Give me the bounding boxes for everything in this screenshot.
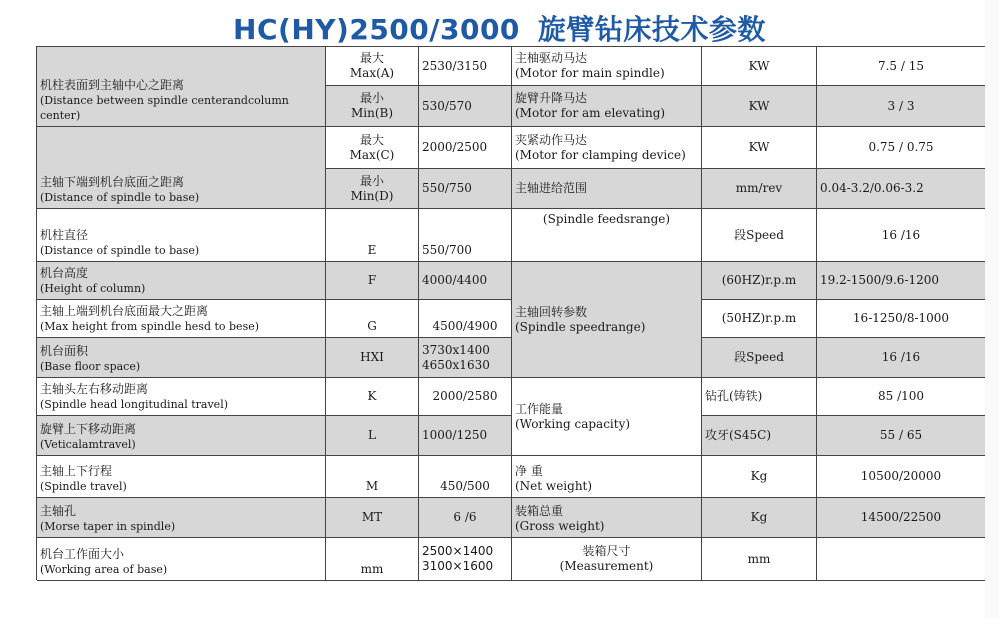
value-b: 530/570	[419, 86, 512, 127]
motor-main-spindle	[512, 47, 702, 86]
label-morse-taper	[37, 498, 326, 538]
value-l: 1000/1250	[419, 416, 512, 456]
spec-value: 3 / 3	[817, 86, 986, 127]
label-en: (Distance of spindle to base)	[40, 244, 200, 257]
label-en: (Height of column)	[40, 282, 146, 295]
value-hxi	[419, 338, 512, 378]
code-l: L	[326, 416, 419, 456]
label-cn: 主轴头左右移动距离	[40, 382, 149, 396]
spec-value: 14500/22500	[817, 498, 986, 538]
unit-kg: Kg	[702, 498, 817, 538]
code-cn: 最大	[359, 51, 384, 65]
spec-value: 0.04-3.2/0.06-3.2	[817, 169, 986, 209]
right-edge-strip	[985, 0, 999, 618]
title-name: 旋臂钻床技术参数	[537, 13, 766, 46]
spec-value: 0.75 / 0.75	[817, 127, 986, 169]
label-spindle-travel	[37, 456, 326, 498]
speed-cn: 主轴回转参数	[515, 304, 588, 319]
code-en: Max(A)	[349, 66, 395, 80]
measurement-en: (Measurement)	[559, 559, 654, 573]
capacity-cn: 工作能量	[515, 401, 564, 416]
spec-value: 16 /16	[817, 209, 986, 262]
unit-mm: mm	[702, 538, 817, 581]
code-cn: 最小	[359, 91, 384, 105]
model-title: HC(HY)2500/3000	[233, 13, 520, 46]
label-cn: 机柱表面到主轴中心之距离	[40, 78, 185, 92]
weight-en: (Net weight)	[515, 479, 593, 493]
label-en: (Distance between spindle centerandcolumn center)	[40, 94, 289, 122]
code-en: Max(C)	[349, 147, 395, 162]
label-en: (Max height from spindle hesd to bese)	[40, 320, 260, 333]
label-cn: 主轴下端到机台底面之距离	[40, 175, 185, 189]
capacity-en: (Working capacity)	[515, 416, 631, 431]
code-a	[326, 47, 419, 86]
label-column-distance	[37, 47, 326, 127]
motor-cn: 主柚驱动马达	[515, 51, 588, 65]
code-en: Min(B)	[350, 106, 394, 120]
code-d	[326, 169, 419, 209]
unit-speed: 段Speed	[702, 338, 817, 378]
label-cn: 机台面积	[40, 344, 89, 358]
label-column-height	[37, 262, 326, 300]
label-en: (Base floor space)	[40, 360, 141, 373]
code-e: E	[326, 209, 419, 262]
unit-drilling: 钻孔(铸铁)	[702, 378, 817, 416]
net-weight	[512, 456, 702, 498]
motor-cn: 旋臂升降马达	[515, 91, 588, 105]
value-line: 2500×1400	[422, 544, 494, 558]
unit-50hz: (50HZ)r.p.m	[702, 300, 817, 338]
page-title	[0, 8, 999, 48]
unit-mm-rev: mm/rev	[702, 169, 817, 209]
value-d: 550/750	[419, 169, 512, 209]
code-mm: mm	[326, 538, 419, 581]
motor-en: (Motor for clamping device)	[515, 147, 686, 162]
feed-range-en: (Spindle feedsrange)	[512, 209, 702, 262]
label-en: (Working area of base)	[40, 563, 168, 576]
value-k: 2000/2580	[419, 378, 512, 416]
motor-en: (Motor for main spindle)	[515, 66, 665, 80]
spec-value: 16 /16	[817, 338, 986, 378]
motor-clamping	[512, 127, 702, 169]
code-hxi: HXI	[326, 338, 419, 378]
unit-speed: 段Speed	[702, 209, 817, 262]
label-base-floor	[37, 338, 326, 378]
code-c	[326, 127, 419, 169]
motor-en: (Motor for am elevating)	[515, 106, 666, 120]
code-f: F	[326, 262, 419, 300]
value-m: 450/500	[419, 456, 512, 498]
code-cn: 最小	[359, 173, 384, 188]
label-cn: 机柱直径	[40, 228, 89, 242]
spec-value: 55 / 65	[817, 416, 986, 456]
label-cn: 机台工作面大小	[40, 547, 125, 561]
label-cn: 旋臂上下移动距离	[40, 422, 137, 436]
label-arm-travel	[37, 416, 326, 456]
code-cn: 最大	[359, 132, 384, 147]
value-f: 4000/4400	[419, 262, 512, 300]
value-a: 2530/3150	[419, 47, 512, 86]
label-en: (Spindle head longitudinal travel)	[40, 398, 229, 411]
motor-arm-elevating	[512, 86, 702, 127]
code-b	[326, 86, 419, 127]
unit-60hz: (60HZ)r.p.m	[702, 262, 817, 300]
label-working-area	[37, 538, 326, 581]
unit-kw: KW	[702, 86, 817, 127]
label-cn: 机台高度	[40, 266, 89, 280]
weight-en: (Gross weight)	[515, 519, 605, 533]
label-cn: 主轴孔	[40, 504, 77, 518]
label-en: (Veticalamtravel)	[40, 438, 136, 451]
value-g: 4500/4900	[419, 300, 512, 338]
code-m: M	[326, 456, 419, 498]
value-line: 4650x1630	[422, 357, 490, 372]
weight-cn: 装箱总重	[515, 504, 564, 518]
code-en: Min(D)	[350, 188, 394, 203]
spindle-speed-range	[512, 262, 702, 378]
label-en: (Distance of spindle to base)	[40, 191, 200, 204]
value-c: 2000/2500	[419, 127, 512, 169]
label-en: (Morse taper in spindle)	[40, 520, 176, 533]
unit-kw: KW	[702, 127, 817, 169]
value-mt: 6 /6	[419, 498, 512, 538]
unit-kw: KW	[702, 47, 817, 86]
label-head-travel	[37, 378, 326, 416]
label-cn: 主轴上端到机台底面最大之距离	[40, 304, 209, 318]
label-en: (Spindle travel)	[40, 480, 127, 493]
gross-weight	[512, 498, 702, 538]
unit-kg: Kg	[702, 456, 817, 498]
spec-value: 16-1250/8-1000	[817, 300, 986, 338]
measurement	[512, 538, 702, 581]
code-g: G	[326, 300, 419, 338]
value-working-area	[419, 538, 512, 581]
spec-value: 10500/20000	[817, 456, 986, 498]
spec-value: 7.5 / 15	[817, 47, 986, 86]
measurement-cn: 装箱尺寸	[582, 544, 631, 558]
value-line: 3730x1400	[422, 342, 490, 357]
unit-tapping: 攻牙(S45C)	[702, 416, 817, 456]
label-max-height	[37, 300, 326, 338]
spec-value: 19.2-1500/9.6-1200	[817, 262, 986, 300]
feed-range-cn: 主轴进给范围	[512, 169, 702, 209]
value-line: 3100×1600	[422, 559, 494, 573]
spec-table	[36, 46, 985, 580]
spec-value: 85 /100	[817, 378, 986, 416]
label-column-diameter	[37, 209, 326, 262]
spec-value	[817, 538, 986, 581]
value-e: 550/700	[419, 209, 512, 262]
working-capacity	[512, 378, 702, 456]
code-k: K	[326, 378, 419, 416]
motor-cn: 夹紧动作马达	[515, 132, 588, 147]
label-cn: 主轴上下行程	[40, 464, 113, 478]
weight-cn: 净 重	[515, 464, 543, 478]
speed-en: (Spindle speedrange)	[515, 319, 646, 334]
code-mt: MT	[326, 498, 419, 538]
label-spindle-to-base	[37, 127, 326, 209]
